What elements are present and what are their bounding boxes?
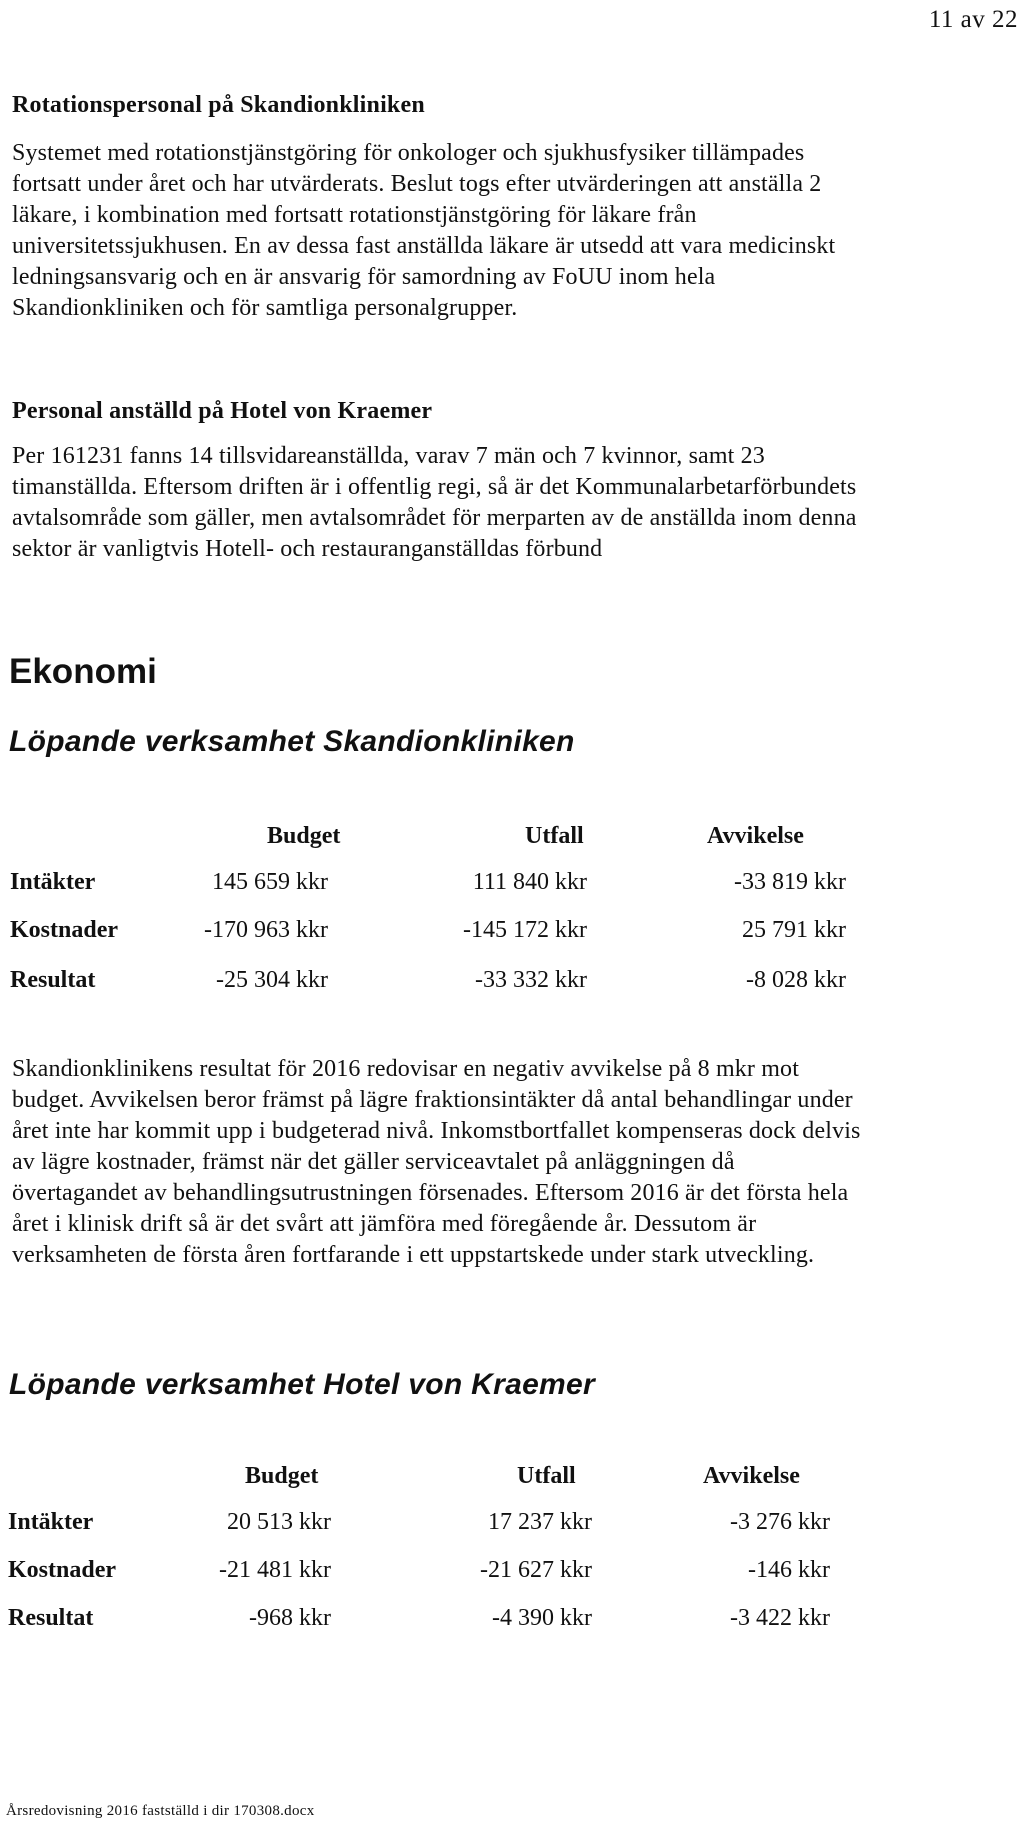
cell-avvikelse: -3 422 kkr	[730, 1605, 830, 1631]
cell-avvikelse: -33 819 kkr	[734, 869, 846, 895]
header-utfall: Utfall	[525, 823, 584, 849]
page-number: 11 av 22	[928, 6, 1018, 33]
cell-budget: 145 659 kkr	[212, 869, 328, 895]
footer-filename: Årsredovisning 2016 fastställd i dir 170308.docx	[6, 1803, 315, 1819]
cell-budget: 20 513 kkr	[227, 1509, 331, 1535]
financial-table-hotel	[8, 1459, 1024, 1639]
cell-budget: -21 481 kkr	[219, 1557, 331, 1583]
cell-utfall: 111 840 kkr	[472, 869, 587, 895]
cell-avvikelse: -146 kkr	[748, 1557, 830, 1583]
cell-utfall: -145 172 kkr	[463, 917, 587, 943]
header-avvikelse: Avvikelse	[703, 1463, 800, 1489]
heading-hotel-ops: Löpande verksamhet Hotel von Kraemer	[9, 1368, 595, 1401]
row-label-resultat: Resultat	[8, 1605, 94, 1631]
header-budget: Budget	[245, 1463, 319, 1489]
cell-utfall: -21 627 kkr	[480, 1557, 592, 1583]
paragraph-hotel-staff: Per 161231 fanns 14 tillsvidareanställda, varav 7 män och 7 kvinnor, samt 23 timanställda. Eftersom driften är i offentlig regi, så är det Kommunalarbetarförbundets avtalsområde som gäller, men avtalsområdet för merparten av de anställda inom denna sektor är vanligtvis Hotell- och restauranganställdas förbund	[12, 443, 857, 562]
paragraph-rotation: Systemet med rotationstjänstgöring för onkologer och sjukhusfysiker tillämpades fortsatt under året och har utvärderats. Beslut togs efter utvärderingen att anställa 2 läkare, i kombination med fortsatt rotationstjänstgöring för läkare från universitetssjukhusen. En av dessa fast anställda läkare är utsedd att vara medicinskt ledningsansvarig och en är ansvarig för samordning av FoUU inom hela Skandionkliniken och för samtliga personalgrupper.	[12, 140, 836, 321]
header-utfall: Utfall	[517, 1463, 576, 1489]
cell-utfall: -4 390 kkr	[492, 1605, 592, 1631]
cell-avvikelse: 25 791 kkr	[742, 917, 846, 943]
row-label-kostnader: Kostnader	[8, 1557, 116, 1583]
cell-budget: -25 304 kkr	[216, 967, 328, 993]
cell-utfall: -33 332 kkr	[475, 967, 587, 993]
row-label-resultat: Resultat	[10, 967, 96, 993]
header-budget: Budget	[267, 823, 341, 849]
heading-skandion-ops: Löpande verksamhet Skandionkliniken	[9, 725, 575, 758]
row-label-intakter: Intäkter	[8, 1509, 94, 1535]
heading-ekonomi: Ekonomi	[9, 652, 157, 691]
cell-utfall: 17 237 kkr	[488, 1509, 592, 1535]
header-avvikelse: Avvikelse	[707, 823, 804, 849]
paragraph-skandion-result: Skandionklinikens resultat för 2016 redovisar en negativ avvikelse på 8 mkr mot budget. Avvikelsen beror främst på lägre fraktionsintäkter då antal behandlingar under året inte har kommit upp i budgeterad nivå. Inkomstbortfallet kompenseras dock delvis av lägre kostnader, främst när det gäller serviceavtalet på anläggningen då övertagandet av behandlingsutrustningen försenades. Eftersom 2016 är det första hela året i klinisk drift så är det svårt att jämföra med föregående år. Dessutom är verksamheten de första åren fortfarande i ett uppstartskede under stark utveckling.	[12, 1056, 861, 1268]
cell-budget: -170 963 kkr	[204, 917, 328, 943]
financial-table-skandion	[10, 818, 1024, 998]
section-title-hotel-staff: Personal anställd på Hotel von Kraemer	[12, 398, 433, 424]
cell-budget: -968 kkr	[249, 1605, 331, 1631]
cell-avvikelse: -8 028 kkr	[746, 967, 846, 993]
row-label-intakter: Intäkter	[10, 869, 96, 895]
cell-avvikelse: -3 276 kkr	[730, 1509, 830, 1535]
row-label-kostnader: Kostnader	[10, 917, 118, 943]
section-title-rotation: Rotationspersonal på Skandionkliniken	[12, 92, 425, 118]
